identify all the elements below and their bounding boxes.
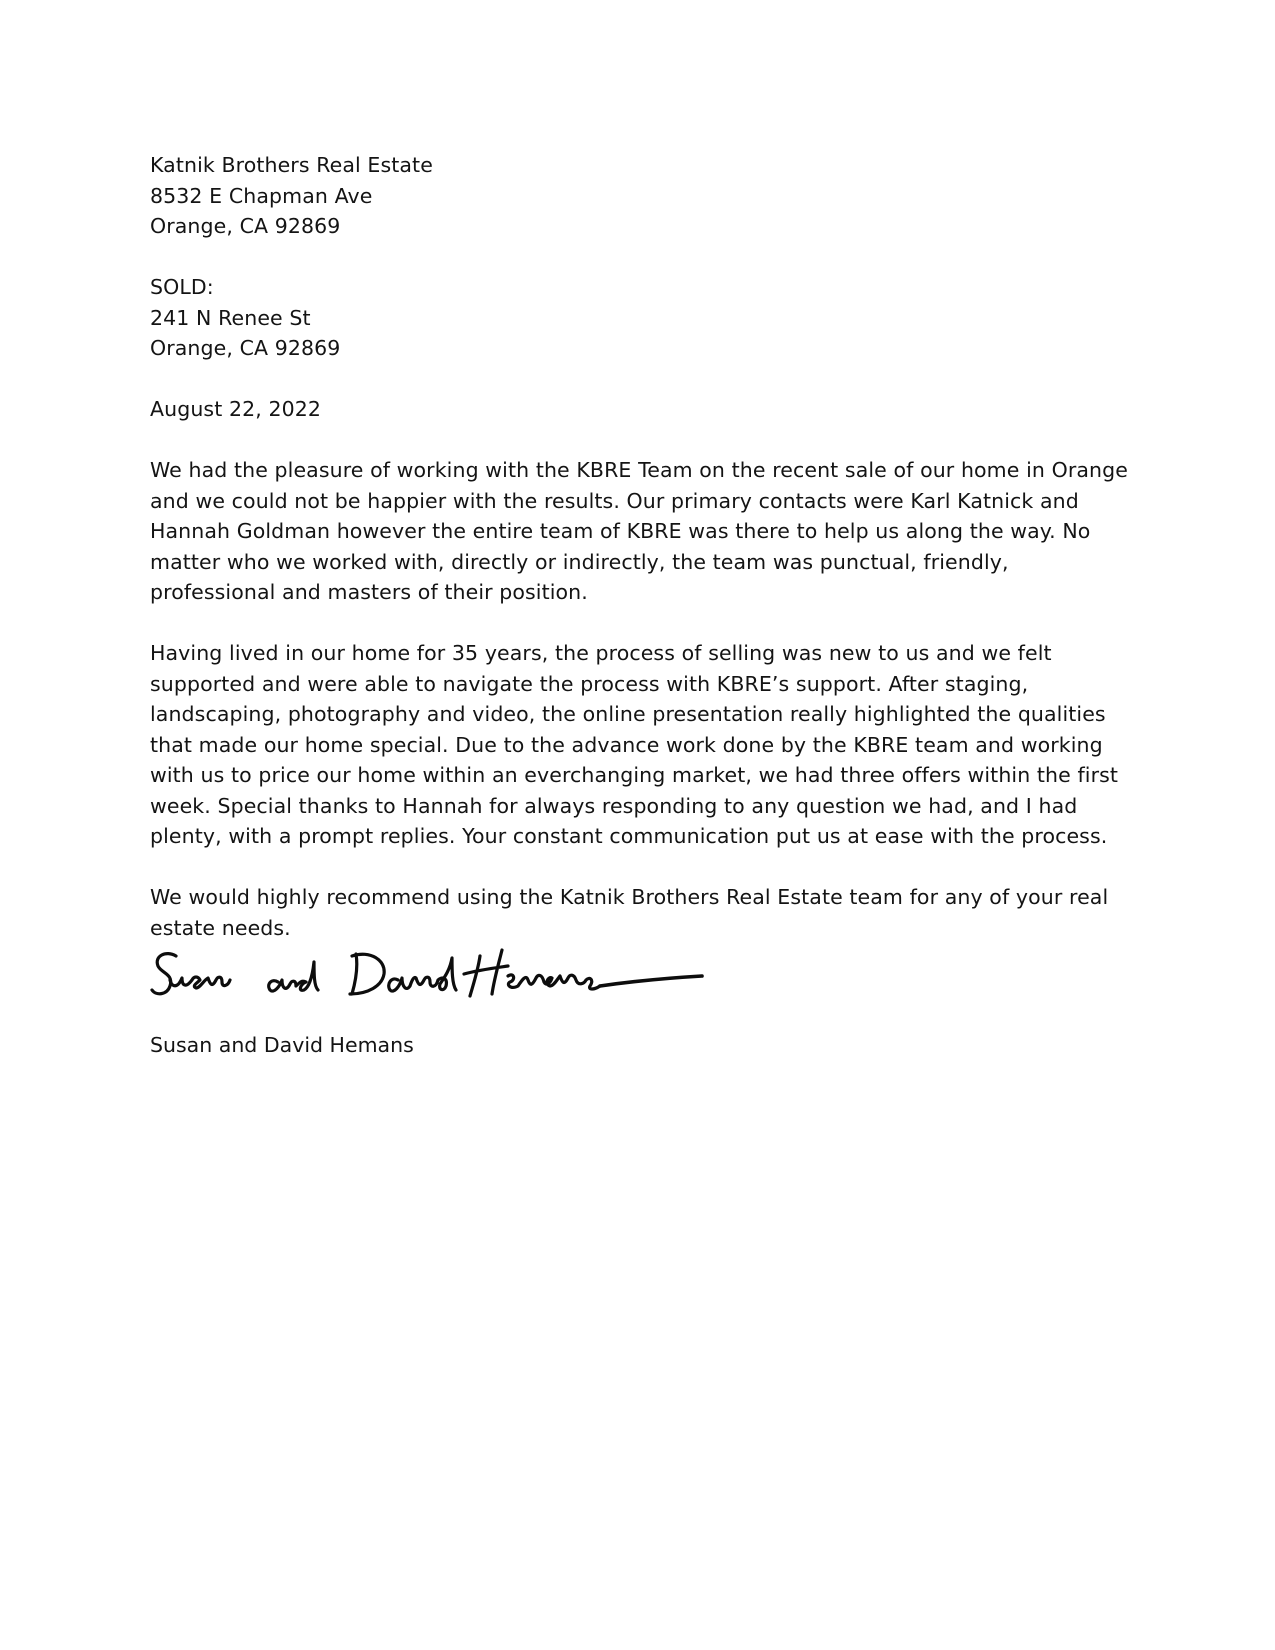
paragraph-3: [150, 882, 1120, 943]
paragraph-line: estate needs.: [150, 915, 291, 940]
property-city: Orange, CA 92869: [150, 336, 341, 360]
paragraph-line: professional and masters of their position.: [150, 580, 588, 604]
handwritten-signature: [148, 940, 708, 1010]
paragraph-line: with us to price our home within an everchanging market, we had three offers within the first: [150, 763, 1119, 787]
paragraph-line: plenty, with a prompt replies. Your constant communication put us at ease with the process.: [150, 824, 1108, 848]
property-street: 241 N Renee St: [150, 305, 311, 330]
paragraph-line: Hannah Goldman however the entire team of KBRE was there to help us along the way. No: [150, 519, 1091, 543]
sender-name: Katnik Brothers Real Estate: [150, 153, 433, 177]
sender-address: [150, 150, 1120, 242]
paragraph-line: supported and were able to navigate the process with KBRE’s support. After staging,: [150, 671, 1029, 696]
paragraph-line: and we could not be happier with the results. Our primary contacts were Karl Katnick and: [150, 488, 1079, 513]
sold-property: [150, 272, 1120, 364]
sender-street: 8532 E Chapman Ave: [150, 183, 373, 208]
paragraph-line: We would highly recommend using the Katnik Brothers Real Estate team for any of your real: [150, 885, 1109, 909]
letter-date: August 22, 2022: [150, 397, 322, 421]
paragraph-line: landscaping, photography and video, the online presentation really highlighted the qualities: [150, 702, 1106, 726]
paragraph-line: matter who we worked with, directly or indirectly, the team was punctual, friendly,: [150, 549, 1009, 574]
paragraph-line: Having lived in our home for 35 years, the process of selling was new to us and we felt: [150, 641, 1052, 665]
paragraph-line: We had the pleasure of working with the KBRE Team on the recent sale of our home in Orange: [150, 458, 1128, 482]
printed-signature-name: Susan and David Hemans: [150, 1033, 414, 1057]
paragraph-line: that made our home special. Due to the advance work done by the KBRE team and working: [150, 732, 1103, 757]
paragraph-1: [150, 455, 1128, 608]
paragraph-2: [150, 638, 1120, 852]
sender-city: Orange, CA 92869: [150, 214, 341, 238]
letter-body: [150, 150, 1128, 943]
paragraph-line: week. Special thanks to Hannah for always responding to any question we had, and I had: [150, 793, 1078, 818]
sold-label: SOLD:: [150, 275, 214, 299]
